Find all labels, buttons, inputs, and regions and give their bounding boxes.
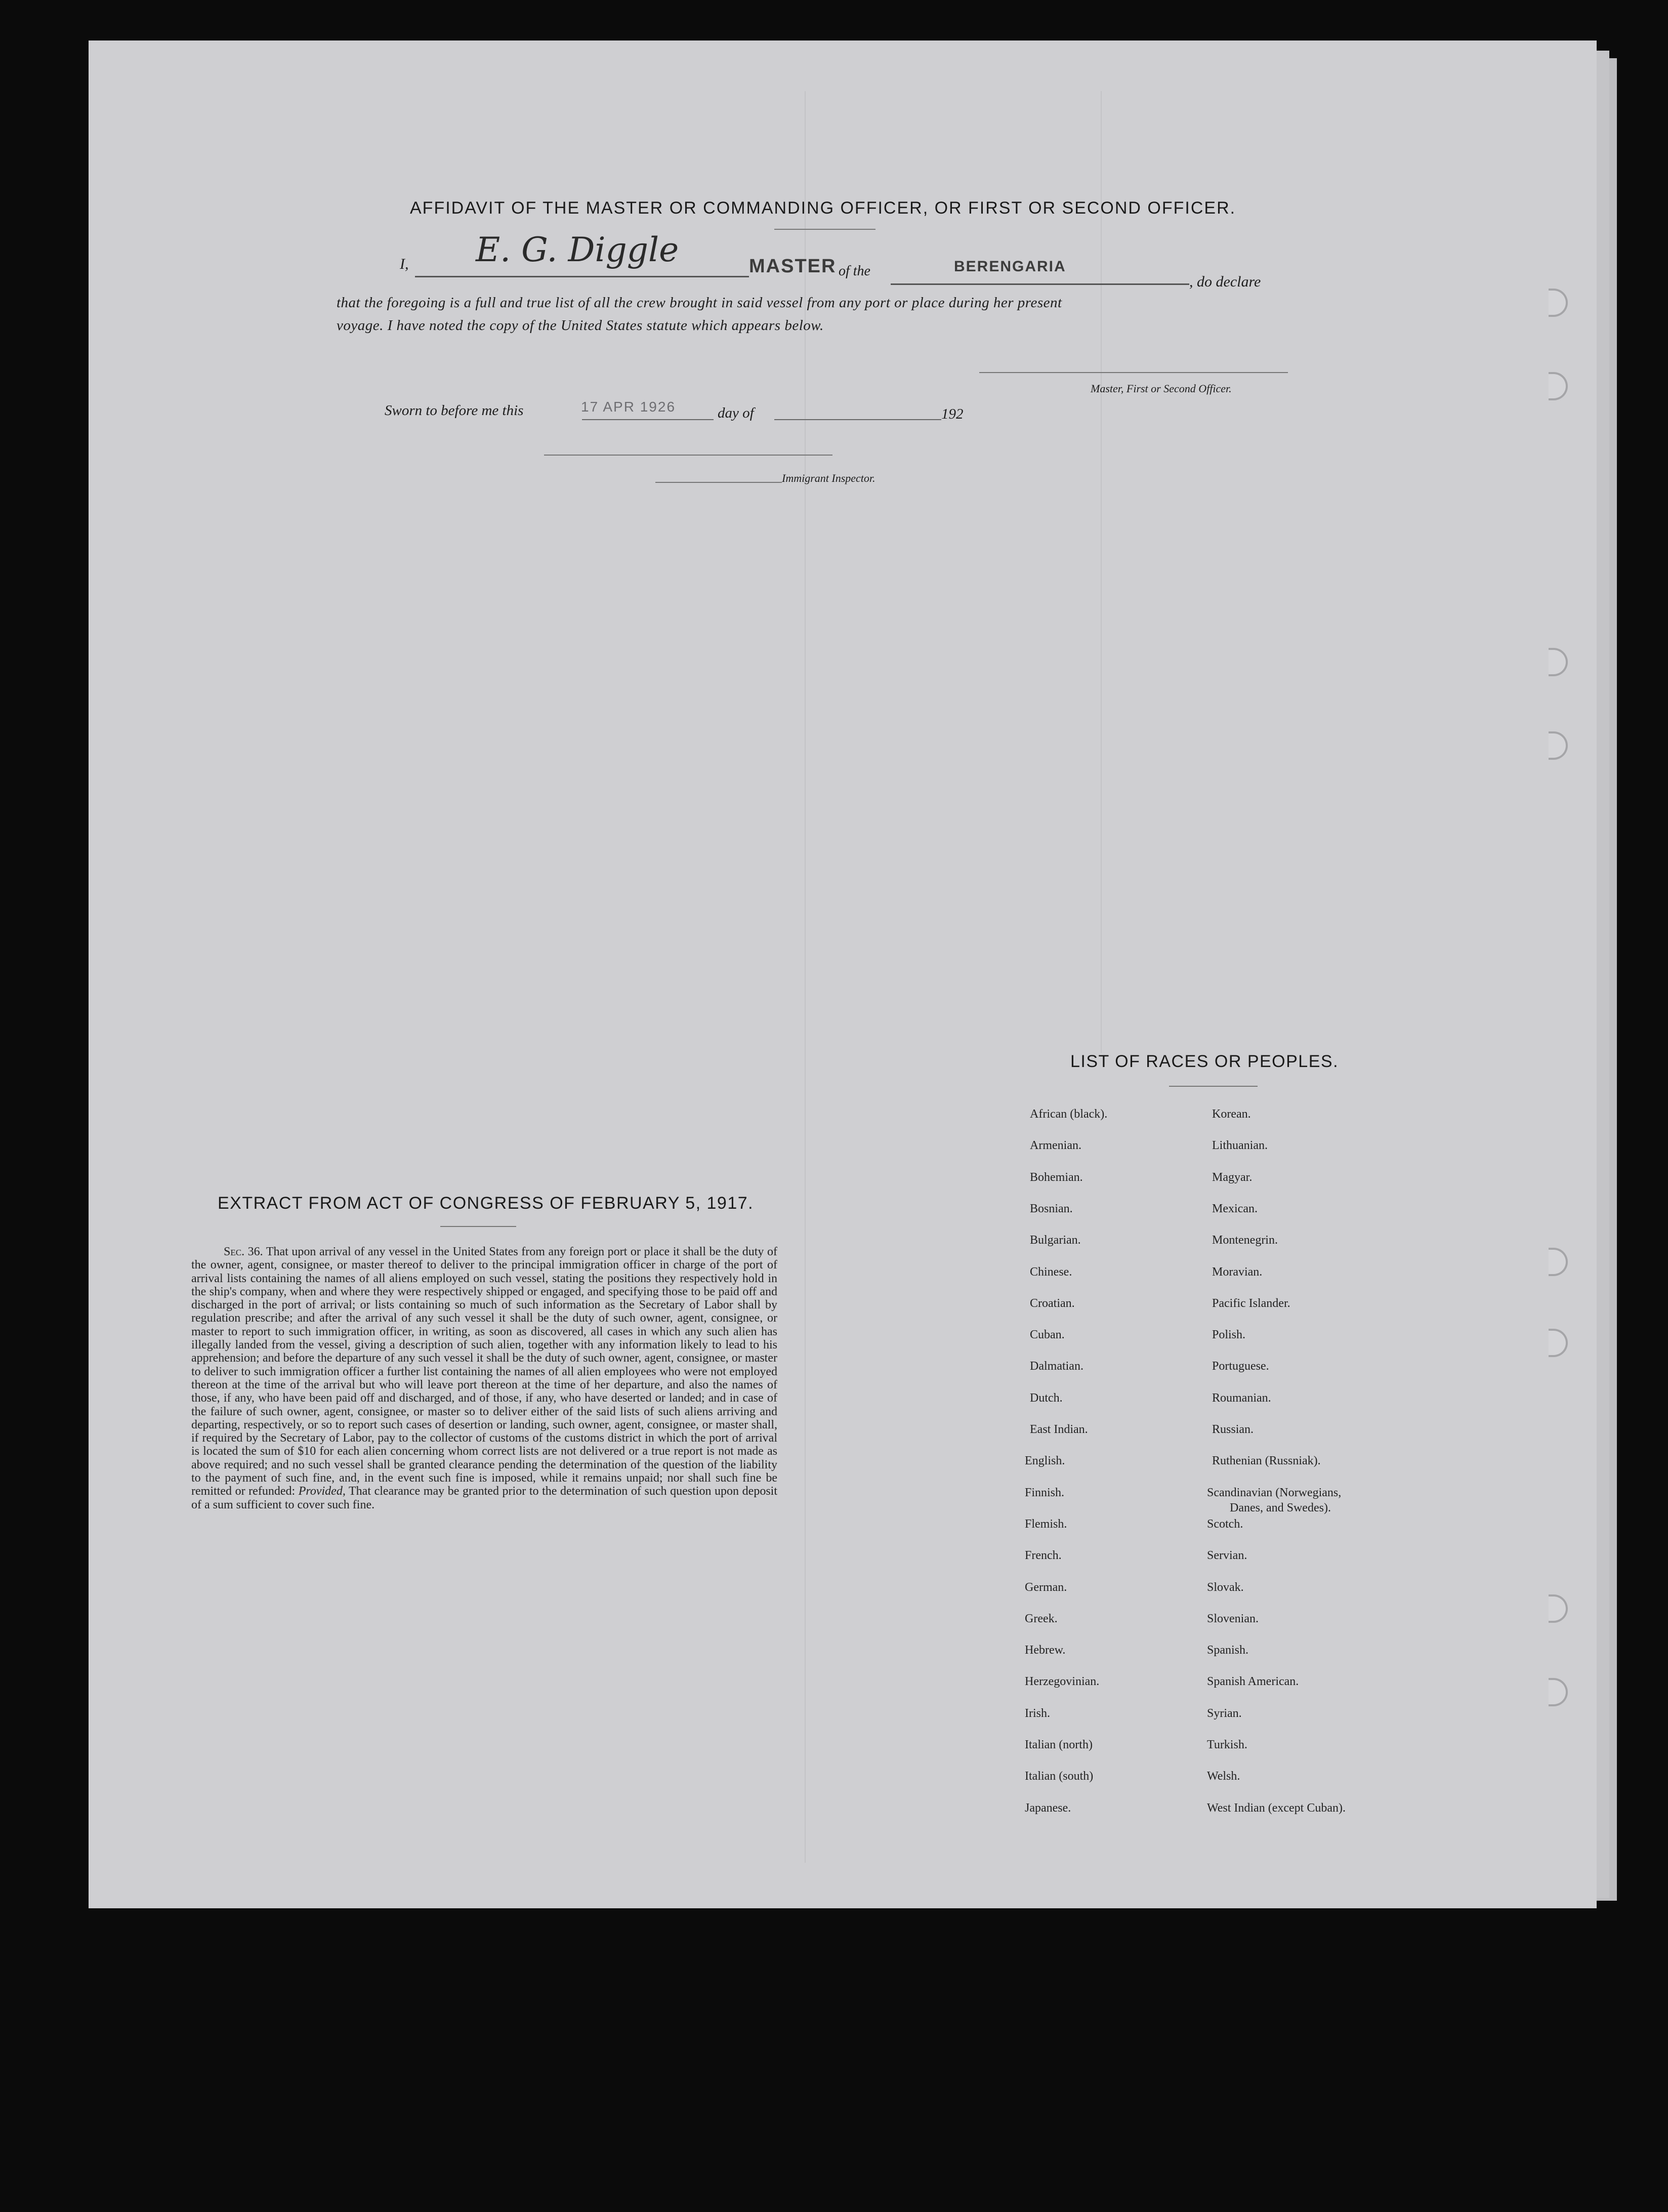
race-item: Armenian. xyxy=(1030,1139,1081,1152)
race-item: Bohemian. xyxy=(1030,1171,1083,1184)
race-item: Welsh. xyxy=(1207,1770,1240,1783)
race-item: Magyar. xyxy=(1212,1171,1253,1184)
race-item: French. xyxy=(1025,1549,1062,1562)
punch-hole xyxy=(1549,648,1568,676)
extract-title-rule xyxy=(440,1226,516,1227)
master-name-line xyxy=(415,276,749,277)
affidavit-title: AFFIDAVIT OF THE MASTER OR COMMANDING OFFICER, OR FIRST OR SECOND OFFICER. xyxy=(410,198,1236,218)
punch-hole xyxy=(1549,1594,1568,1623)
race-item: Mexican. xyxy=(1212,1202,1258,1215)
inspector-caption: Immigrant Inspector. xyxy=(782,472,875,484)
race-item: Roumanian. xyxy=(1212,1391,1271,1405)
vessel-name-line xyxy=(891,283,1189,285)
punch-hole xyxy=(1549,1329,1568,1357)
fold-mark xyxy=(1101,91,1102,1053)
race-item: Danes, and Swedes). xyxy=(1230,1501,1331,1514)
race-item: Dutch. xyxy=(1030,1391,1063,1405)
punch-hole xyxy=(1549,1678,1568,1706)
race-item: Korean. xyxy=(1212,1108,1251,1121)
role-stamp: MASTER xyxy=(749,256,837,277)
extract-title: EXTRACT FROM ACT OF CONGRESS OF FEBRUARY 5, 1917. xyxy=(218,1194,754,1213)
race-item: Cuban. xyxy=(1030,1328,1065,1341)
document-page xyxy=(89,40,1597,1908)
race-item: Slovenian. xyxy=(1207,1612,1259,1625)
affidavit-line-2: that the foregoing is a full and true list of all the crew brought in said vessel from any port or place during her present xyxy=(337,295,1062,311)
race-item: Lithuanian. xyxy=(1212,1139,1268,1152)
sworn-prefix: Sworn to before me this xyxy=(385,402,524,419)
race-item: Syrian. xyxy=(1207,1707,1242,1720)
inspector-signature-line-1 xyxy=(544,455,832,456)
statute-body-2: That clearance may be granted prior to the determination of such question upon deposit of a sum sufficient to cover such fine. xyxy=(191,1485,777,1511)
sworn-date-stamp: 17 APR 1926 xyxy=(581,399,676,415)
race-item: African (black). xyxy=(1030,1108,1108,1121)
race-item: Chinese. xyxy=(1030,1265,1072,1279)
statute-text xyxy=(191,1245,777,1511)
race-item: West Indian (except Cuban). xyxy=(1207,1801,1346,1815)
day-of-text: day of xyxy=(718,405,754,421)
race-item: Turkish. xyxy=(1207,1738,1247,1751)
race-item: Irish. xyxy=(1025,1707,1050,1720)
punch-hole xyxy=(1549,731,1568,760)
race-item: English. xyxy=(1025,1454,1065,1467)
master-signature: E. G. Diggle xyxy=(476,230,679,269)
race-item: East Indian. xyxy=(1030,1423,1088,1436)
inspector-signature-line-2 xyxy=(655,482,782,483)
day-line xyxy=(582,419,714,420)
race-item: Greek. xyxy=(1025,1612,1058,1625)
race-item: Spanish. xyxy=(1207,1644,1249,1657)
officer-signature-line xyxy=(979,372,1288,373)
punch-hole xyxy=(1549,372,1568,400)
year-prefix: 192 xyxy=(941,406,964,422)
officer-signature-caption: Master, First or Second Officer. xyxy=(1091,382,1232,395)
race-item: Polish. xyxy=(1212,1328,1246,1341)
race-item: Ruthenian (Russniak). xyxy=(1212,1454,1321,1467)
race-item: Moravian. xyxy=(1212,1265,1263,1279)
vessel-stamp: BERENGARIA xyxy=(954,258,1066,275)
fold-mark xyxy=(805,91,806,1863)
race-item: Servian. xyxy=(1207,1549,1247,1562)
race-item: Russian. xyxy=(1212,1423,1254,1436)
race-item: Bosnian. xyxy=(1030,1202,1073,1215)
race-item: Pacific Islander. xyxy=(1212,1297,1290,1310)
title-rule xyxy=(774,229,875,230)
month-line xyxy=(774,419,941,420)
race-item: Dalmatian. xyxy=(1030,1360,1083,1373)
race-item: Herzegovinian. xyxy=(1025,1675,1100,1688)
section-label: Sec. 36. xyxy=(224,1245,263,1258)
race-item: Flemish. xyxy=(1025,1518,1067,1531)
punch-hole xyxy=(1549,1248,1568,1276)
race-item: Croatian. xyxy=(1030,1297,1075,1310)
race-item: Finnish. xyxy=(1025,1486,1065,1499)
race-item: Italian (south) xyxy=(1025,1770,1094,1783)
race-item: Slovak. xyxy=(1207,1581,1244,1594)
races-title-rule xyxy=(1169,1086,1258,1087)
race-item: Italian (north) xyxy=(1025,1738,1093,1751)
race-item: Bulgarian. xyxy=(1030,1234,1081,1247)
affidavit-line-3: voyage. I have noted the copy of the United States statute which appears below. xyxy=(337,317,824,334)
punch-hole xyxy=(1549,289,1568,317)
race-item: Scotch. xyxy=(1207,1518,1243,1531)
of-the-text: of the xyxy=(839,263,870,279)
race-item: Montenegrin. xyxy=(1212,1234,1278,1247)
race-item: Spanish American. xyxy=(1207,1675,1299,1688)
race-item: Portuguese. xyxy=(1212,1360,1269,1373)
race-item: Japanese. xyxy=(1025,1801,1071,1815)
race-item: Hebrew. xyxy=(1025,1644,1066,1657)
do-declare-text: , do declare xyxy=(1189,273,1261,290)
race-item: Scandinavian (Norwegians, xyxy=(1207,1486,1342,1499)
affidavit-intro: I, xyxy=(400,256,409,272)
race-item: German. xyxy=(1025,1581,1067,1594)
races-title: LIST OF RACES OR PEOPLES. xyxy=(1070,1052,1339,1071)
provided-word: Provided, xyxy=(298,1485,346,1498)
statute-body-1: That upon arrival of any vessel in the United States from any foreign port or place it shall be the duty of the owner, agent, consignee, or master thereof to deliver to the principal immigration officer in charge of the port of arrival lists containing the names of all aliens employed on such vessel, stating the positions they respectively hold in the ship's company, when and where they were respectively shipped or engaged, and specifying those to be paid off and discharged in the port of arrival; or lists containing so much of such information as the Secretary of Labor shall by regulation prescribe; and after the arrival of any such vessel it shall be the duty of such owner, agent, consignee, or master to report to such immigration officer, in writing, as soon as discovered, all cases in which any such alien has illegally landed from the vessel, giving a description of such alien, together with any information likely to lead to his apprehension; and before the departure of any such vessel it shall be the duty of such owner, agent, consignee, or master to deliver to such immigration officer a further list containing the names of all alien employees who were not employed thereon at the time of the arrival but who will leave port thereon at the time of her departure, and also the names of those, if any, who have been paid off and discharged, and of those, if any, who have deserted or landed; and in case of the failure of such owner, agent, consignee, or master so to deliver either of the said lists of such aliens arriving and departing, respectively, or so to report such cases of desertion or landing, such owner, agent, consignee, or master shall, if required by the Secretary of Labor, pay to the collector of customs of the customs district in which the port of arrival is located the sum of $10 for each alien concerning whom correct lists are not delivered or a true report is not made as above required; and no such vessel shall be granted clearance pending the determination of the question of the liability to the payment of such fine, and, in the event such fine is imposed, while it remains unpaid; nor shall such fine be remitted or refunded: xyxy=(191,1245,777,1498)
